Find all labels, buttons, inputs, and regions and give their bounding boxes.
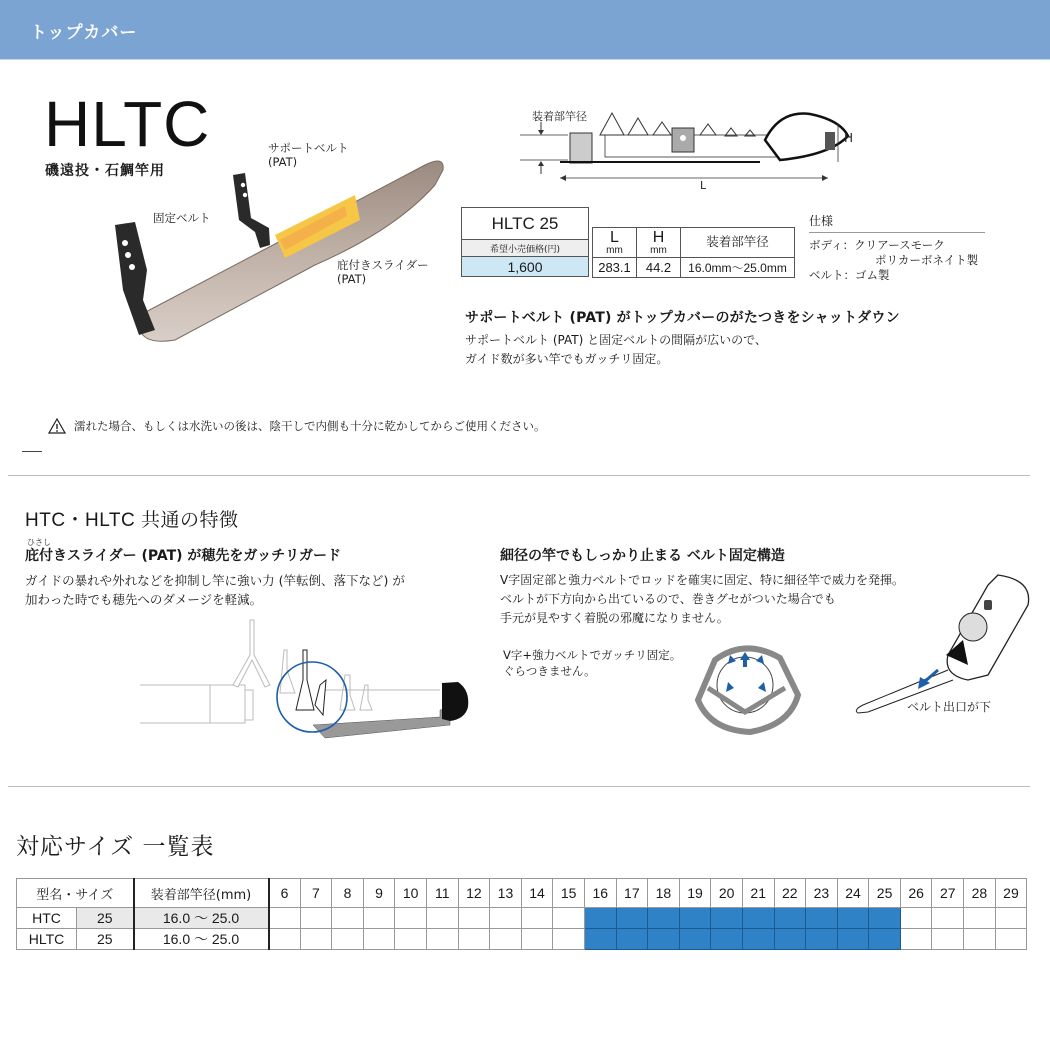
size-cell [395, 908, 427, 929]
slider-desc-line1: ガイドの暴れや外れなどを抑制し竿に強い力 (竿転倒、落下など) が [25, 573, 405, 588]
belt-desc-line1: V字固定部と強力ベルトでロッドを確実に固定、特に細径竿で威力を発揮。 [500, 573, 904, 587]
feature-description [465, 331, 767, 369]
size-cell-fit [806, 908, 838, 929]
callout-support-belt [268, 141, 349, 170]
size-cell-fit [616, 929, 648, 950]
size-col: 26 [900, 879, 932, 908]
belt-feature-title: 細径の竿でもしっかり止まる ベルト固定構造 [500, 548, 785, 564]
spec-header-length-unit: mm [606, 244, 623, 256]
size-cell [458, 908, 490, 929]
size-table [16, 878, 1027, 950]
callout-support-belt-label: サポートベルト [268, 141, 349, 155]
size-cell-fit [679, 929, 711, 950]
spec-body-line2: ポリカーボネイト製 [875, 253, 979, 267]
size-cell [521, 929, 553, 950]
page-title: トップカバー [30, 23, 138, 43]
size-cell [300, 929, 332, 950]
size-cell [395, 929, 427, 950]
product-name: HLTC [44, 88, 211, 160]
size-row-range: 16.0 〜 25.0 [134, 908, 269, 929]
v-clamp-note-line2: ぐらつきません。 [503, 663, 596, 678]
slider-desc-line2: 加わった時でも穂先へのダメージを軽減。 [25, 592, 263, 608]
size-col: 19 [679, 879, 711, 908]
size-cell [553, 908, 585, 929]
size-cell-fit [806, 929, 838, 950]
size-row-range: 16.0 〜 25.0 [134, 929, 269, 950]
spec-length-value: 283.1 [593, 258, 637, 278]
belt-desc-line2: ベルトが下方向から出ているので、巻きグセがついた場合でも [500, 592, 836, 607]
size-cell [932, 929, 964, 950]
feature-desc-line1: サポートベルト (PAT) と固定ベルトの間隔が広いので、 [465, 333, 767, 347]
size-col: 21 [742, 879, 774, 908]
v-clamp-illustration [690, 640, 805, 740]
size-cell [932, 908, 964, 929]
size-row-hltc [17, 929, 1027, 950]
belt-feature-desc [500, 571, 904, 629]
size-header-model: 型名・サイズ [17, 879, 134, 908]
size-cell-fit [648, 908, 680, 929]
size-col: 16 [584, 879, 616, 908]
warning-triangle-icon [48, 418, 66, 434]
size-col: 23 [806, 879, 838, 908]
size-cell-fit [584, 929, 616, 950]
short-dash [22, 451, 42, 452]
size-cell-fit [869, 908, 901, 929]
size-col: 14 [521, 879, 553, 908]
size-cell [426, 929, 458, 950]
spec-header-length [593, 228, 637, 258]
size-col: 15 [553, 879, 585, 908]
v-clamp-note [503, 648, 681, 679]
callout-slider-label: 庇付きスライダー [337, 258, 429, 272]
size-col: 18 [648, 879, 680, 908]
callout-support-belt-pat: (PAT) [268, 155, 298, 170]
diagram-length-label: L [700, 179, 707, 192]
price-label: 希望小売価格(円) [462, 240, 589, 257]
size-row-htc [17, 908, 1027, 929]
spec-body-line1: ボディ：クリアースモーク [809, 238, 945, 252]
price-value: 1,600 [462, 257, 589, 277]
size-col: 24 [837, 879, 869, 908]
size-col: 27 [932, 879, 964, 908]
size-cell [964, 908, 996, 929]
size-cell [332, 908, 364, 929]
size-col: 7 [300, 879, 332, 908]
size-col: 20 [711, 879, 743, 908]
size-cell-fit [869, 929, 901, 950]
diagram-height-label: H [844, 131, 854, 145]
size-row-size: 25 [77, 908, 134, 929]
spec-height-value: 44.2 [637, 258, 681, 278]
size-col: 28 [964, 879, 996, 908]
spec-belt-line: ベルト：ゴム製 [809, 268, 890, 282]
size-cell [363, 908, 395, 929]
spec-header-length-label: L [610, 228, 619, 246]
size-cell-fit [742, 908, 774, 929]
size-row-model: HTC [17, 908, 77, 929]
spec-divider [809, 232, 985, 233]
size-col: 12 [458, 879, 490, 908]
spec-heading: 仕様 [809, 214, 834, 228]
size-cell [300, 908, 332, 929]
belt-exit-label: ベルト出口が下 [907, 700, 992, 714]
slider-feature-desc [25, 571, 405, 610]
size-col: 10 [395, 879, 427, 908]
size-cell [900, 908, 932, 929]
size-cell [458, 929, 490, 950]
belt-exit-illustration [848, 565, 1038, 715]
size-cell [995, 908, 1027, 929]
size-cell [426, 908, 458, 929]
size-cell-fit [711, 929, 743, 950]
size-col: 17 [616, 879, 648, 908]
price-table [461, 207, 589, 277]
product-image [95, 140, 455, 345]
spec-header-diameter: 装着部竿径 [681, 228, 795, 258]
size-row-model: HLTC [17, 929, 77, 950]
size-cell-fit [774, 929, 806, 950]
product-subtitle: 磯遠投・石鯛竿用 [45, 163, 165, 179]
warning-note [48, 418, 546, 434]
size-col: 11 [426, 879, 458, 908]
slider-feature-title: 庇付きスライダー (PAT) が穂先をガッチリガード [25, 548, 341, 564]
warning-text: 濡れた場合、もしくは水洗いの後は、陰干しで内側も十分に乾かしてからご使用ください。 [74, 419, 546, 433]
section-divider-1 [8, 475, 1030, 476]
section-divider-2 [8, 786, 1030, 787]
diagram-rod-diameter-label: 装着部竿径 [532, 110, 587, 123]
dimension-diagram [520, 100, 854, 195]
slider-illustration [140, 615, 470, 740]
size-cell-fit [837, 929, 869, 950]
callout-slider [337, 258, 429, 287]
size-cell-fit [774, 908, 806, 929]
feature-title: サポートベルト (PAT) がトップカバーのがたつきをシャットダウン [465, 310, 900, 326]
size-cell [490, 929, 522, 950]
size-col: 13 [490, 879, 522, 908]
size-cell [964, 929, 996, 950]
size-table-title: 対応サイズ 一覧表 [16, 834, 215, 860]
size-cell-fit [837, 908, 869, 929]
size-col: 8 [332, 879, 364, 908]
size-header-diameter: 装着部竿径(mm) [134, 879, 269, 908]
size-col: 29 [995, 879, 1027, 908]
size-cell [269, 929, 301, 950]
belt-desc-line3: 手元が見やすく着脱の邪魔になりません。 [500, 611, 729, 626]
feature-desc-line2: ガイド数が多い竿でもガッチリ固定。 [465, 352, 669, 367]
callout-slider-pat: (PAT) [337, 272, 367, 287]
v-clamp-note-line1: V字+強力ベルトでガッチリ固定。 [503, 648, 682, 662]
size-cell [332, 929, 364, 950]
common-features-title: HTC・HLTC 共通の特徴 [25, 510, 239, 531]
callout-fixed-belt: 固定ベルト [153, 211, 211, 225]
size-cell-fit [679, 908, 711, 929]
size-cell-fit [616, 908, 648, 929]
size-cell-fit [742, 929, 774, 950]
size-cell-fit [648, 929, 680, 950]
size-cell [490, 908, 522, 929]
size-col: 25 [869, 879, 901, 908]
size-col: 22 [774, 879, 806, 908]
spec-header-height-unit: mm [650, 244, 667, 256]
size-cell-fit [711, 908, 743, 929]
size-col: 6 [269, 879, 301, 908]
size-cell [363, 929, 395, 950]
spec-header-height-label: H [652, 228, 665, 246]
slider-ruby: ひさし [27, 538, 51, 547]
size-cell [995, 929, 1027, 950]
size-col: 9 [363, 879, 395, 908]
price-table-model: HLTC 25 [462, 208, 589, 240]
size-row-size: 25 [77, 929, 134, 950]
size-cell-fit [584, 908, 616, 929]
spec-table [592, 227, 795, 278]
spec-header-height [637, 228, 681, 258]
size-cell [269, 908, 301, 929]
spec-diameter-value: 16.0mm〜25.0mm [681, 258, 795, 278]
size-cell [521, 908, 553, 929]
size-cell [553, 929, 585, 950]
size-cell [900, 929, 932, 950]
header-bar [0, 0, 1050, 60]
